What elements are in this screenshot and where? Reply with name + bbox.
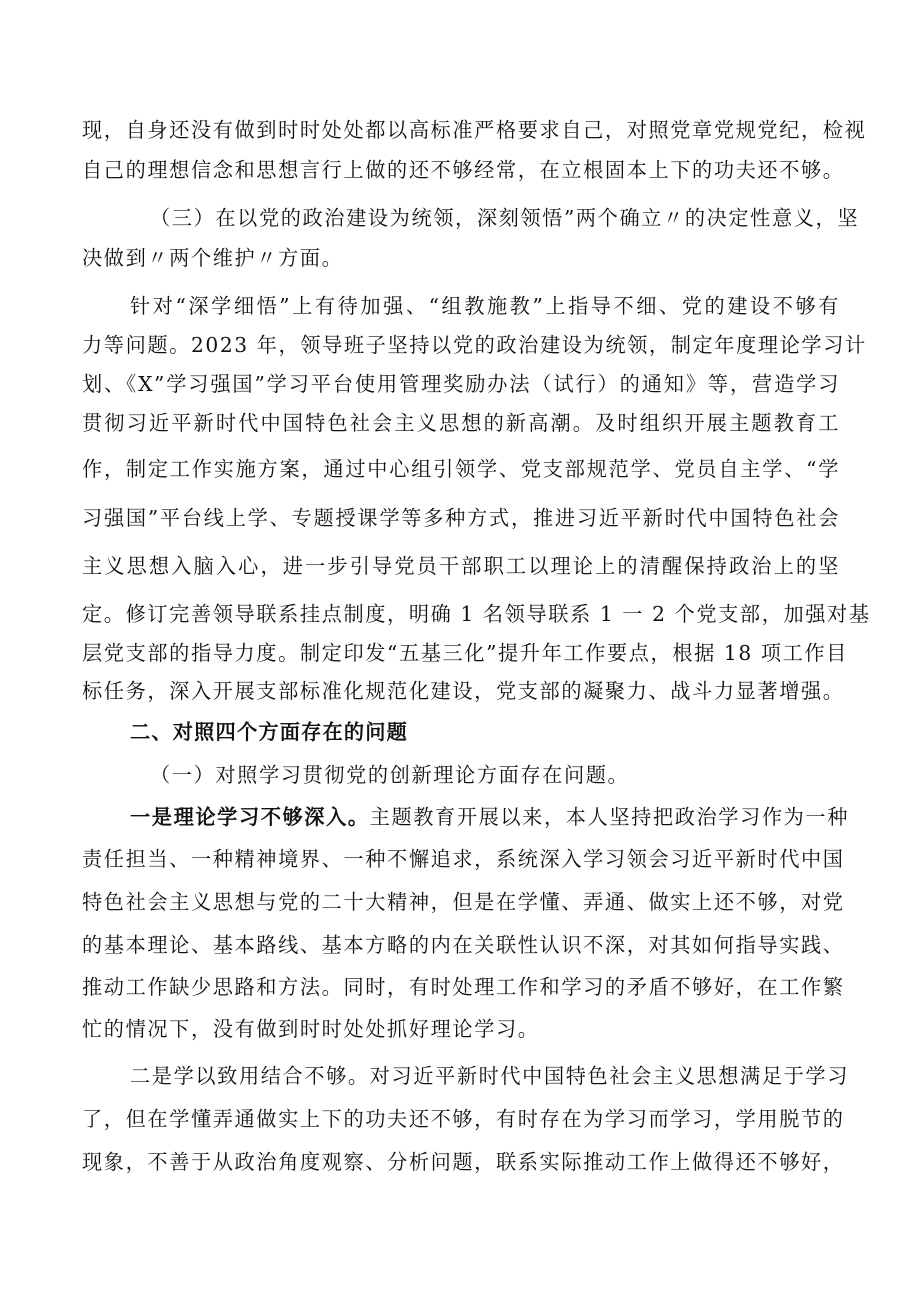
paragraph-line: 标任务，深入开展支部标准化规范化建设，党支部的凝聚力、战斗力显著增强。 [82,679,845,703]
paragraph-line: 习强国”平台线上学、专题授课学等多种方式，推进习近平新时代中国特色社会 [82,506,840,530]
paragraph-line: 主义思想入脑入心，进一步引导党员干部职工以理论上的清醒保持政治上的坚 [82,554,840,578]
paragraph-line: 力等问题。2023 年，领导班子坚持以党的政治建设为统领，制定年度理论学习计 [82,333,867,357]
paragraph-line: 的基本理论、基本路线、基本方略的内在关联性认识不深，对其如何指导实践、 [82,933,845,957]
paragraph-line: 划、《X”学习强国”学习平台使用管理奖励办法（试行）的通知》等，营造学习 [82,372,840,396]
paragraph-line: 了，但在学懂弄通做实上下的功夫还不够，有时存在为学习而学习，学用脱节的 [82,1107,845,1131]
paragraph-line: 作，制定工作实施方案，通过中心组引领学、党支部规范学、党员自主学、“学 [82,457,840,481]
paragraph-line: 推动工作缺少思路和方法。同时，有时处理工作和学习的矛盾不够好，在工作繁 [82,975,845,999]
point1-first-line [130,800,849,834]
paragraph-line: 贯彻习近平新时代中国特色社会主义思想的新高潮。及时组织开展主题教育工 [82,411,840,435]
paragraph-line: 针对“深学细悟”上有待加强、“组教施教”上指导不细、党的建设不够有 [130,294,840,318]
point2-first-line: 二是学以致用结合不够。对习近平新时代中国特色社会主义思想满足于学习 [130,1064,849,1088]
point1-lead: 一是理论学习不够深入。 [130,805,370,829]
subsection-heading-1: （一）对照学习贯彻党的创新理论方面存在问题。 [150,763,630,787]
paragraph-line: 特色社会主义思想与党的二十大精神，但是在学懂、弄通、做实上还不够，对党 [82,890,845,914]
point1-first-rest: 主题教育开展以来，本人坚持把政治学习作为一种 [369,805,849,829]
body-line: 现，自身还没有做到时时处处都以高标准严格要求自己，对照党章党规党纪，检视 [82,118,867,142]
section-heading: 二、对照四个方面存在的问题 [130,720,409,744]
paragraph-line: 层党支部的指导力度。制定印发“五基三化”提升年工作要点，根据 18 项工作目 [82,641,848,665]
paragraph-line: 责任担当、一种精神境界、一种不懈追求，系统深入学习领会习近平新时代中国 [82,847,845,871]
subsection-heading-3-cont: 决做到〃两个维护〃方面。 [82,246,344,270]
paragraph-line: 现象，不善于从政治角度观察、分析问题，联系实际推动工作上做得还不够好， [82,1150,845,1174]
paragraph-line: 忙的情况下，没有做到时时处处抓好理论学习。 [82,1017,540,1041]
body-line: 自己的理想信念和思想言行上做的还不够经常，在立根固本上下的功夫还不够。 [82,158,845,182]
paragraph-line: 定。修订完善领导联系挂点制度，明确 1 名领导联系 1 一 2 个党支部，加强对基 [82,602,871,626]
subsection-heading-3: （三）在以党的政治建设为统领，深刻领悟”两个确立〃的决定性意义，坚 [150,206,860,230]
